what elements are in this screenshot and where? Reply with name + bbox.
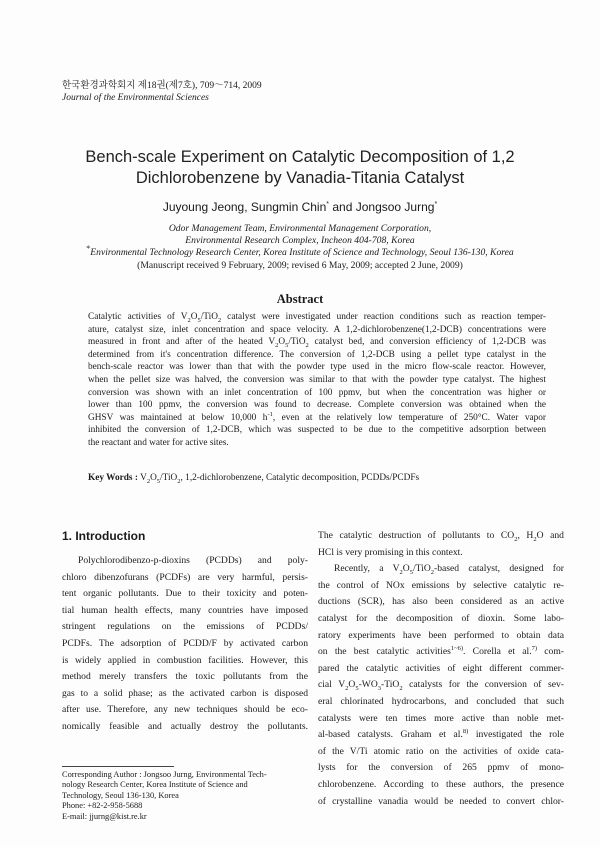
journal-header	[62, 80, 262, 104]
journal-name: Journal of the Environmental Sciences	[62, 93, 209, 103]
keywords: Key Words : $V_2O_5/TiO_2$, 1,2-dichlorobenzene, Catalytic decomposition, PCDDs/PCDFs	[88, 473, 420, 485]
manuscript-dates: (Manuscript received 9 February, 2009; revised 6 May, 2009; accepted 2 June, 2009)	[137, 260, 463, 271]
keywords-label: Key Words :	[88, 473, 138, 483]
author-2-mark: *	[326, 201, 329, 208]
body-line: ductions (SCR), has also been considered as an active	[318, 596, 564, 608]
body-line: the control of NOx emissions by selective catalytic re-	[318, 579, 564, 591]
body-line: stringent regulations on the emissions of PCDDs/	[62, 621, 308, 633]
affiliations	[40, 223, 560, 260]
body-line: tial human health effects, many countries have imposed	[62, 604, 308, 616]
affiliation-line-3	[40, 244, 560, 259]
body-line: catalysts were ten times more active than noble met-	[318, 712, 564, 724]
body-line: on the best catalytic activities$^{1\sim 6)}$. Corella et al.$^{7)}$ com-	[318, 644, 564, 658]
author-2: Sungmin Chin	[250, 200, 327, 214]
paper-title	[40, 147, 560, 189]
abstract-heading: Abstract	[276, 292, 324, 306]
footnote-line: Corresponding Author : Jongsoo Jurng, Environmental Tech-	[62, 770, 267, 779]
affiliation-line-2: Environmental Research Complex, Incheon 404-708, Korea	[185, 235, 415, 247]
footnote-line: Phone: +82-2-958-5688	[62, 801, 143, 811]
journal-citation: 한국환경과학회지 제18권(제7호), 709～714, 2009	[62, 81, 262, 91]
corresponding-author-footnote	[62, 770, 308, 822]
title-line-2: Dichlorobenzene by Vanadia-Titania Catalyst	[135, 169, 465, 187]
footnote-email: E-mail: jjurng@kist.re.kr	[62, 811, 147, 821]
affiliation-line-3-text: Environmental Technology Research Center, Korea Institute of Science and Technology, Seoul 136-130, Korea	[90, 247, 514, 259]
body-line: lysts for the conversion of 265 ppmv of mono-	[318, 762, 564, 774]
abstract-line: conversion was shown with an inlet concentration of 100 ppmv, but when the concentration was higher or	[88, 387, 546, 398]
abstract-line: inhibited the conversion of 1,2-DCB, which was suspected to be due to the competitive adsorption between	[88, 425, 546, 436]
body-line: Recently, a $V_2O_5/TiO_2$-based catalyst, designed for	[334, 563, 564, 577]
body-line: after use. Therefore, any new techniques should be eco-	[62, 704, 308, 716]
abstract-line: Catalytic activities of $V_2O_5/TiO_2$ catalyst were investigated under reaction conditions such as reaction temper-	[88, 312, 546, 324]
body-line: Polychlorodibenzo-p-dioxins (PCDDs) and poly-	[78, 555, 308, 566]
body-line: catalyst for the decomposition of dioxin. Some labo-	[318, 612, 564, 624]
body-line: tent organic pollutants. Due to their toxicity and poten-	[62, 588, 308, 600]
footnote-line: Technology, Seoul 136-130, Korea	[62, 790, 179, 800]
abstract-line: determined from it's concentration difference. The conversion of 1,2-DCB using a pellet type catalyst in the	[88, 349, 546, 360]
abstract-body	[88, 311, 546, 450]
affiliation-mark: *	[86, 244, 91, 254]
body-line: of crystalline vanadia would be needed to convert chlor-	[318, 795, 564, 807]
abstract-line: GHSV was maintained at below 10,000 $h^{-1}$, even at the relatively low temperature of 250°C. Water vapor	[88, 410, 546, 423]
body-line: al-based catalysts. Graham et al.$^{8)}$ investigated the role	[318, 727, 564, 741]
body-line: pared the catalytic activities of eight different commer-	[318, 662, 564, 674]
body-line: eral chlorinated hydrocarbons, and concluded that such	[318, 695, 564, 707]
abstract-line: measured in front and after of the heated $V_2O_5/TiO_2$ catalyst bed, and conversion efficiency of 1,2-DCB was	[88, 337, 546, 350]
body-line: nomically feasible and actually destroy the pollutants.	[62, 720, 308, 732]
author-conjunction: and	[332, 200, 353, 214]
body-line: chlorobenzene. According to these authors, the presence	[318, 778, 564, 790]
body-line: chloro dibenzofurans (PCDFs) are very harmful, persis-	[62, 571, 308, 583]
body-line: is widely applied in combustion facilities. However, this	[62, 654, 308, 666]
body-line: cial $V_2O_5-WO_3-TiO_2$ catalysts for the conversion of sev-	[318, 679, 564, 693]
author-1: Juyoung Jeong,	[162, 200, 248, 214]
body-line: method merely transfers the toxic pollutants from the	[62, 671, 308, 683]
intro-left-column	[62, 528, 308, 736]
author-3-mark: *	[434, 201, 438, 208]
intro-right-column	[318, 528, 564, 810]
author-list	[40, 200, 560, 214]
abstract-line: when the pellet size was halved, the conversion was similar to that with the powder type catalyst. The highest	[88, 374, 546, 385]
body-line: The catalytic destruction of pollutants to $CO_2$, $H_2O$ and	[318, 530, 564, 543]
body-line: gas to a solid phase; as the activated carbon is disposed	[62, 687, 308, 699]
abstract-line: lower than 100 ppmv, the conversion was found to decrease. Complete conversion was obtained when the	[88, 400, 546, 411]
author-3: Jongsoo Jurng	[355, 200, 435, 214]
body-line: ratory experiments have been performed to obtain data	[318, 629, 564, 641]
abstract-line: bench-scale reactor was lower than that with the powder type used in the micro flow-scale reactor. However,	[88, 362, 546, 373]
footnote-line: nology Research Center, Korea Institute of Science and	[62, 780, 248, 790]
body-line: of the V/Ti atomic ratio on the activities of oxide cata-	[318, 745, 564, 757]
affiliation-line-1: Odor Management Team, Environmental Management Corporation,	[168, 223, 432, 234]
body-line: HCl is very promising in this context.	[318, 546, 463, 558]
abstract-line: the reactant and water for active sites.	[88, 437, 229, 448]
title-line-1: Bench-scale Experiment on Catalytic Decomposition of 1,2	[85, 148, 515, 166]
section-heading-introduction: 1. Introduction	[62, 529, 146, 543]
body-line: PCDFs. The adsorption of PCDD/F by activated carbon	[62, 637, 308, 649]
footnote-divider	[62, 766, 174, 767]
abstract-line: ature, catalyst size, inlet concentration and space velocity. A 1,2-dichlorobenzene(1,2-DCB) concentrations were	[88, 324, 546, 335]
